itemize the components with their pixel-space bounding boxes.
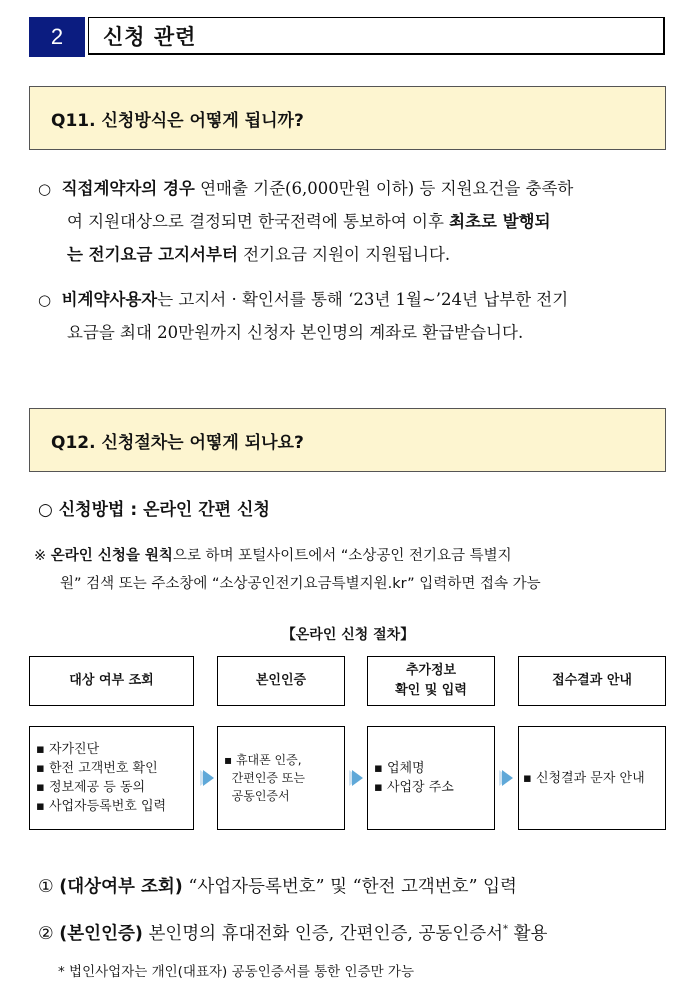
- flow-step-3-item: ▪ 사업장 주소: [374, 780, 454, 795]
- flow-step-3-head-line1: 추가정보: [405, 663, 457, 678]
- emphasis-bill: 는 전기요금 고지서부터: [67, 245, 238, 264]
- flow-step-2-head-text: 본인인증: [255, 673, 307, 688]
- note-line-2: 원” 검색 또는 주소창에 “소상공인전기요금특별지원.kr” 입력하면 접속 가능: [60, 576, 541, 592]
- note-mark: ※: [34, 548, 47, 564]
- emphasis-online-application: 온라인 신청: [50, 548, 126, 564]
- flow-step-1-item: ▪ 자가진단: [36, 742, 100, 757]
- flow-step-1-body: [29, 726, 194, 830]
- flow-step-1-item: ▪ 사업자등록번호 입력: [36, 799, 167, 814]
- question-q12-title: Q12. 신청절차는 어떻게 되나요?: [29, 408, 666, 472]
- arrow-right-icon: [352, 770, 363, 786]
- step-2-number: ②: [38, 924, 54, 944]
- note-line-1: [34, 544, 512, 565]
- flow-step-2-item: 공동인증서: [224, 789, 290, 803]
- flow-step-2-body: [217, 726, 345, 830]
- arrow-right-icon: [203, 770, 214, 786]
- flow-step-4-body: [518, 726, 666, 830]
- step-1-number: ①: [38, 877, 54, 897]
- note-particle: 을: [125, 548, 145, 564]
- step-1-text: “사업자등록번호” 및 “한전 고객번호” 입력: [182, 877, 517, 897]
- flow-step-3-body: [367, 726, 495, 830]
- question-q11-title: Q11. 신청방식은 어떻게 됩니까?: [29, 86, 666, 150]
- emphasis-direct-contractor: 직접계약자의 경우: [61, 179, 195, 198]
- section-title: 신청 관련: [103, 25, 197, 49]
- flow-step-2-item: 간편인증 또는: [224, 771, 305, 785]
- flow-step-1-item: ▪ 정보제공 등 동의: [36, 780, 146, 795]
- step-2-label: (본인인증): [59, 924, 143, 944]
- q11-p1-line2-text: 여 지원대상으로 결정되면 한국전력에 통보하여 이후: [67, 212, 450, 231]
- step-1-label: (대상여부 조회): [59, 877, 183, 897]
- flow-step-2-head: [217, 656, 345, 706]
- flow-step-1-head: [29, 656, 194, 706]
- flow-step-1-item: ▪ 한전 고객번호 확인: [36, 761, 158, 776]
- flow-step-1-head-text: 대상 여부 조회: [69, 673, 154, 688]
- q11-p2-line1-text: 는 고지서 · 확인서를 통해 ‘23년 1월~’24년 납부한 전기: [157, 290, 569, 309]
- emphasis-principle: 원칙: [144, 548, 173, 564]
- q11-p2-line2-text: 요금을 최대 20만원까지 신청자 본인명의 계좌로 환급받습니다.: [67, 323, 524, 342]
- footnote: * 법인사업자는 개인(대표자) 공동인증서를 통한 인증만 가능: [58, 964, 415, 980]
- flow-step-4-item: ▪ 신청결과 문자 안내: [523, 770, 645, 786]
- emphasis-first-issued: 최초로 발행되: [449, 212, 551, 231]
- arrow-right-icon: [502, 770, 513, 786]
- bullet-circle: ○: [38, 291, 52, 309]
- flow-step-4-head: [518, 656, 666, 706]
- flow-step-2-item: ▪ 휴대폰 인증,: [224, 753, 302, 767]
- bullet-circle: ○: [38, 180, 52, 198]
- step-2-tail: 활용: [508, 924, 548, 944]
- flow-step-3-head: [367, 656, 495, 706]
- footnote-marker: *: [503, 924, 509, 936]
- section-number-badge: 2: [29, 17, 85, 57]
- q11-p1-line1-text: 연매출 기준(6,000만원 이하) 등 지원요건을 충족하: [194, 179, 574, 198]
- step-2: [38, 920, 547, 945]
- flow-title: 【온라인 신청 절차】: [281, 627, 415, 643]
- flow-step-3-head-line2: 확인 및 입력: [395, 683, 467, 698]
- application-method: ○ 신청방법 : 온라인 간편 신청: [38, 500, 270, 520]
- q11-p1-line3-text: 전기요금 지원이 지원됩니다.: [237, 245, 451, 264]
- emphasis-non-contract-user: 비계약사용자: [61, 290, 158, 309]
- step-2-text: 본인명의 휴대전화 인증, 간편인증, 공동인증서: [142, 924, 504, 944]
- flow-step-4-head-text: 접수결과 안내: [552, 673, 632, 688]
- note-line-1-text: 으로 하며 포털사이트에서 “소상공인 전기요금 특별지: [172, 548, 512, 564]
- flow-step-3-item: ▪ 업체명: [374, 761, 425, 776]
- step-1: [38, 873, 517, 898]
